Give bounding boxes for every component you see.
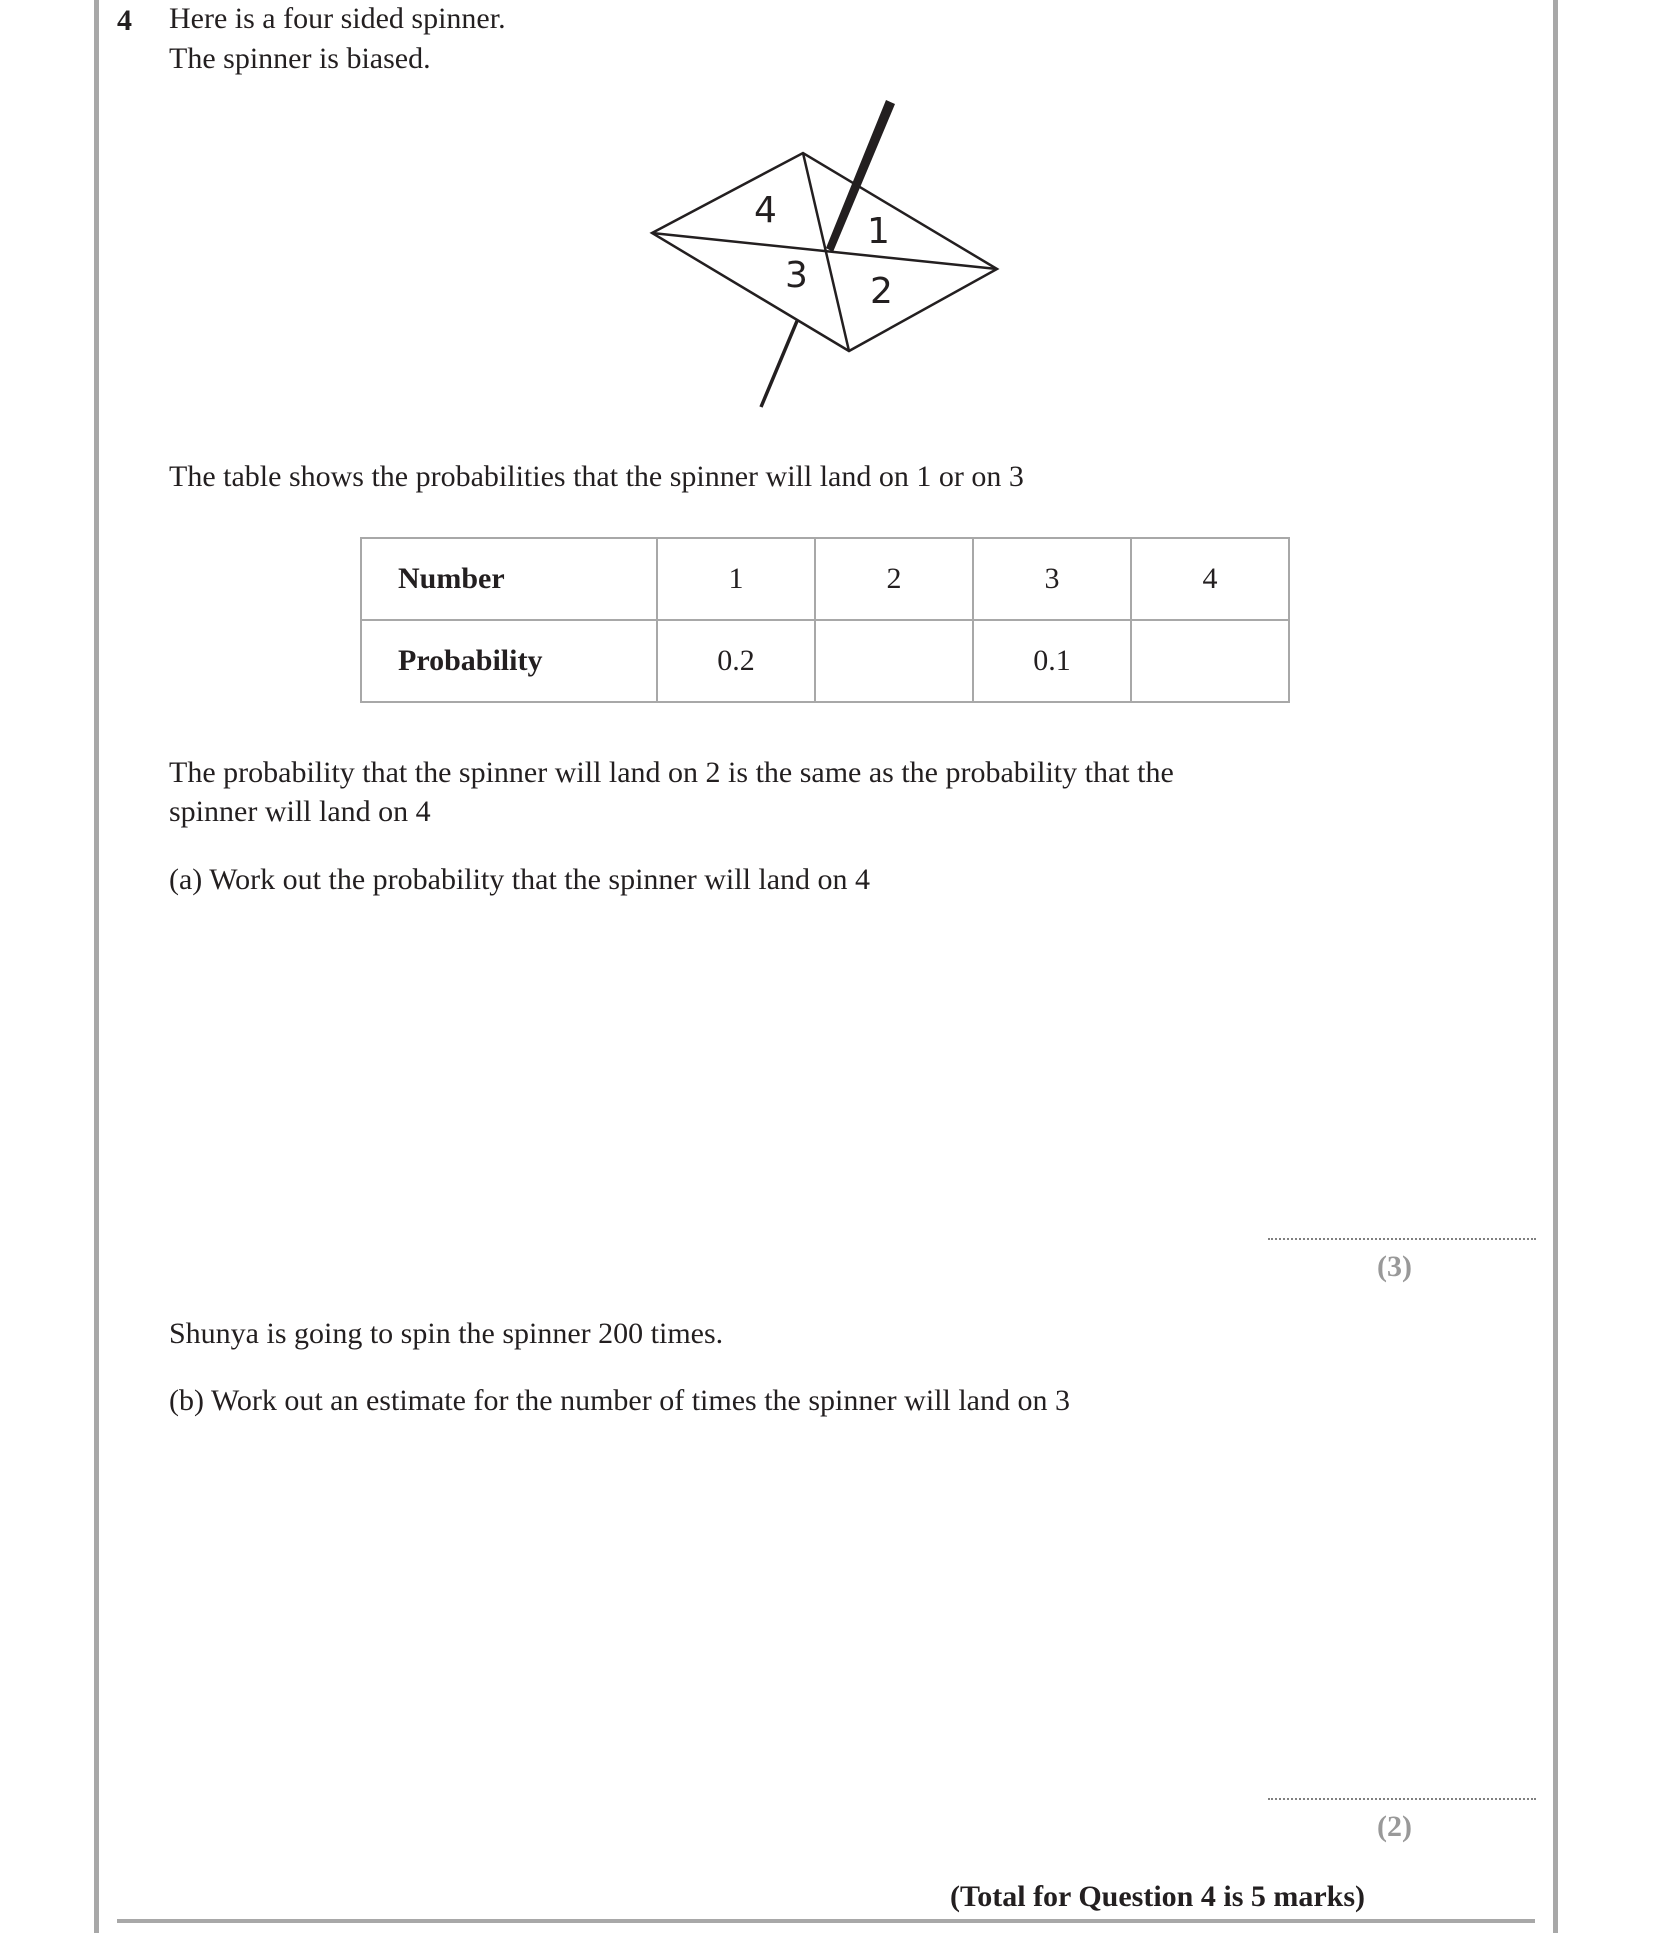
row-header-probability: Probability (361, 620, 657, 702)
part-b-context: Shunya is going to spin the spinner 200 times. (169, 1317, 724, 1350)
probability-cell: 0.1 (973, 620, 1131, 702)
number-cell: 2 (815, 538, 973, 620)
spinner-pointer-bottom (761, 321, 797, 407)
question-total: (Total for Question 4 is 5 marks) (950, 1880, 1366, 1913)
table-row-probability (361, 620, 1289, 702)
probability-table (360, 537, 1290, 703)
table-intro: The table shows the probabilities that the spinner will land on 1 or on 3 (169, 460, 1024, 493)
probability-cell: 0.2 (657, 620, 815, 702)
part-a-question: (a) Work out the probability that the spinner will land on 4 (169, 863, 871, 896)
part-b-answer-line[interactable] (1268, 1798, 1536, 1800)
number-cell: 1 (657, 538, 815, 620)
number-cell: 3 (973, 538, 1131, 620)
spinner-label-2: 2 (870, 271, 893, 312)
part-b-question: (b) Work out an estimate for the number of times the spinner will land on 3 (169, 1384, 1070, 1417)
part-a-marks: (3) (1377, 1250, 1412, 1283)
spinner-label-3: 3 (785, 255, 808, 296)
statement-line-2: spinner will land on 4 (169, 795, 431, 828)
spinner-outline (652, 153, 997, 351)
spinner-label-4: 4 (754, 190, 777, 231)
table-row-number (361, 538, 1289, 620)
probability-cell-empty[interactable] (815, 620, 973, 702)
spinner-label-1: 1 (867, 211, 890, 252)
spinner-diagram (640, 90, 1020, 420)
statement-line-1: The probability that the spinner will land on 2 is the same as the probability that the (169, 756, 1174, 789)
question-end-divider (117, 1919, 1535, 1923)
question-number: 4 (117, 4, 132, 37)
part-b-marks: (2) (1377, 1810, 1412, 1843)
row-header-number: Number (361, 538, 657, 620)
intro-line-1: Here is a four sided spinner. (169, 2, 506, 35)
part-a-answer-line[interactable] (1268, 1238, 1536, 1240)
page-border-left (94, 0, 99, 1933)
number-cell: 4 (1131, 538, 1289, 620)
probability-cell-empty[interactable] (1131, 620, 1289, 702)
intro-line-2: The spinner is biased. (169, 42, 431, 75)
page-border-right (1553, 0, 1558, 1933)
